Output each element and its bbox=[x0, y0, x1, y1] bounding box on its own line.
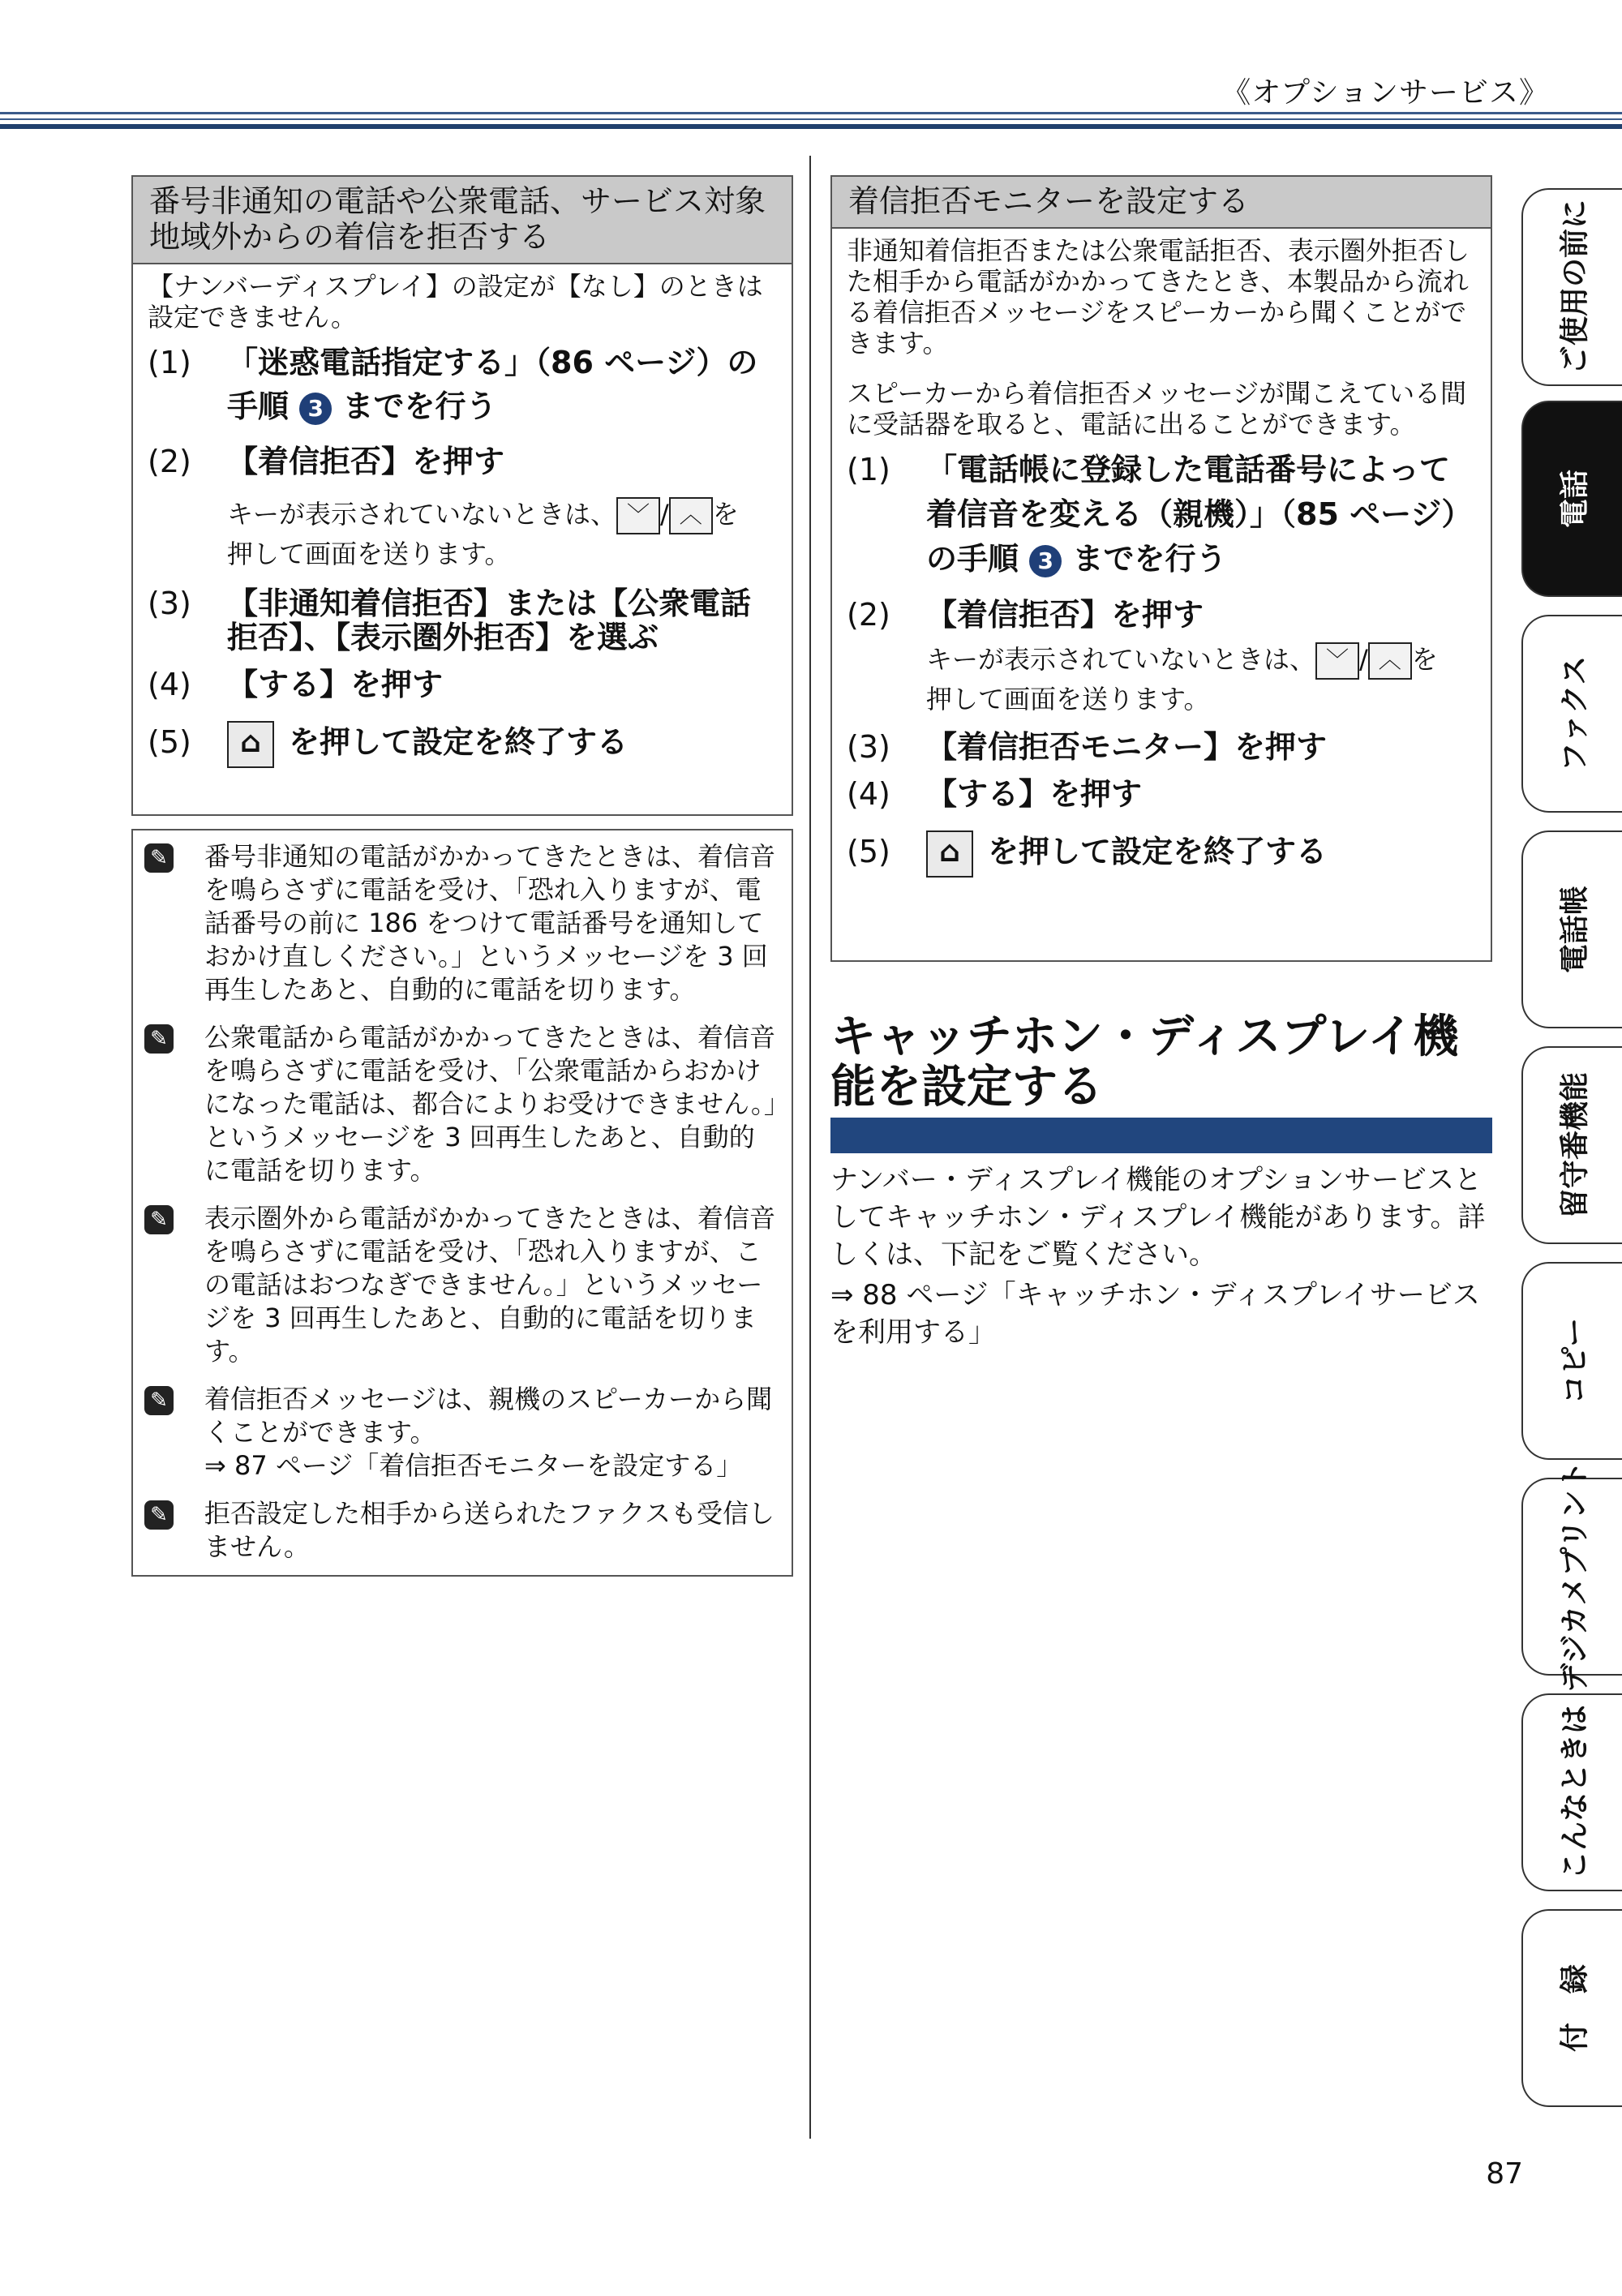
step-number: (1) bbox=[847, 452, 890, 487]
step-5 bbox=[847, 827, 1476, 878]
tab-phone[interactable] bbox=[1521, 401, 1622, 597]
step-text: 【する】を押す bbox=[227, 667, 444, 702]
tab-label: 電話 bbox=[1558, 469, 1592, 529]
note-item bbox=[144, 1383, 777, 1483]
step-number: (5) bbox=[148, 724, 191, 760]
step-5 bbox=[148, 718, 777, 768]
step-4 bbox=[148, 663, 777, 706]
note-text: 拒否設定した相手から送られたファクスも受信しません。 bbox=[204, 1498, 775, 1562]
step-text: までを行う bbox=[342, 388, 497, 424]
pencil-note-icon: ✎ bbox=[144, 1386, 174, 1415]
step-text: 「電話帳に登録した電話番号によって bbox=[926, 452, 1451, 487]
header-rule bbox=[0, 124, 1622, 129]
note-text: 押して画面を送ります。 bbox=[926, 684, 1210, 715]
right-procedure-box bbox=[830, 175, 1492, 962]
note-text: 表示圏外から電話がかかってきたときは、着信音を鳴らさずに電話を受け、「恐れ入りますが、この電話はおつなぎできません。」というメッセージを 3 回再生したあと、自動的に電話を切ります。 bbox=[204, 1203, 776, 1367]
step-number: (4) bbox=[148, 667, 191, 702]
tab-label: ファクス bbox=[1558, 655, 1592, 772]
step-3 bbox=[847, 725, 1476, 769]
step-1 bbox=[148, 341, 777, 428]
step-text: 【する】を押す bbox=[926, 776, 1143, 812]
step-number: (4) bbox=[847, 776, 890, 812]
right-box-title: 着信拒否モニターを設定する bbox=[832, 177, 1491, 229]
pencil-note-icon: ✎ bbox=[144, 1500, 174, 1530]
page-number: 87 bbox=[1486, 2157, 1523, 2191]
tab-appendix[interactable] bbox=[1521, 1909, 1622, 2107]
step-text: を押して設定を終了する bbox=[289, 724, 629, 760]
note-text: 着信拒否メッセージは、親機のスピーカーから聞くことができます。 bbox=[204, 1384, 773, 1448]
step-text: 【非通知着信拒否】または【公衆電話拒否】、【表示圏外拒否】を選ぶ bbox=[227, 586, 752, 655]
step-2-note bbox=[847, 640, 1476, 719]
note-item bbox=[144, 1497, 777, 1564]
right-para-1: 非通知着信拒否または公衆電話拒否、表示圏外拒否した相手から電話がかかってきたとき、本製品から流れる着信拒否メッセージをスピーカーから聞くことができます。 bbox=[847, 235, 1470, 358]
step-text: 着信音を変える（親機）」（85 ページ） bbox=[926, 496, 1473, 532]
tab-label: コピー bbox=[1558, 1317, 1592, 1405]
down-arrow-key-icon: ﹀ bbox=[616, 497, 660, 534]
note-text: キーが表示されていないときは、 bbox=[227, 499, 617, 530]
tab-answering[interactable] bbox=[1521, 1046, 1622, 1244]
tab-label: 付 録 bbox=[1558, 1963, 1592, 2053]
step-text: 【着信拒否モニター】を押す bbox=[926, 729, 1328, 765]
circled-number-icon: 3 bbox=[1029, 545, 1062, 577]
step-text: 【着信拒否】を押す bbox=[926, 597, 1204, 633]
step-text: を押して設定を終了する bbox=[988, 834, 1328, 869]
note-item bbox=[144, 840, 777, 1006]
step-2 bbox=[847, 593, 1476, 637]
slash: / bbox=[1359, 644, 1368, 675]
step-text: 「迷惑電話指定する」（86 ページ）の bbox=[227, 345, 758, 380]
note-text: 公衆電話から電話がかかってきたときは、着信音を鳴らさずに電話を受け、「公衆電話からおかけになった電話は、都合によりお受けできません。」というメッセージを 3 回再生したあと、自動的に電話を切ります。 bbox=[204, 1022, 777, 1186]
tab-label: こんなときは bbox=[1558, 1704, 1592, 1881]
step-text: 手順 bbox=[227, 388, 290, 424]
column-divider bbox=[809, 156, 811, 2139]
tab-label: デジカメプリント bbox=[1558, 1461, 1592, 1693]
tab-phonebook[interactable] bbox=[1521, 830, 1622, 1028]
step-text: 【着信拒否】を押す bbox=[227, 444, 505, 479]
slash: / bbox=[660, 499, 669, 530]
tab-label: 留守番機能 bbox=[1558, 1071, 1592, 1219]
step-number: (5) bbox=[847, 834, 890, 869]
notes-box bbox=[131, 829, 793, 1577]
section-title-bar bbox=[830, 1118, 1492, 1153]
note-text: を bbox=[712, 499, 739, 530]
section-title: キャッチホン・ディスプレイ機能を設定する bbox=[830, 1011, 1459, 1114]
tab-photo-print[interactable] bbox=[1521, 1461, 1622, 1693]
pencil-note-icon: ✎ bbox=[144, 843, 174, 873]
step-number: (3) bbox=[847, 729, 890, 765]
pencil-note-icon: ✎ bbox=[144, 1205, 174, 1234]
up-arrow-key-icon: ︿ bbox=[1368, 642, 1412, 680]
section-link[interactable]: ⇒ 88 ページ「キャッチホン・ディスプレイサービスを利用する」 bbox=[830, 1279, 1480, 1349]
tab-troubleshooting[interactable] bbox=[1521, 1693, 1622, 1891]
header-section: 《オプションサービス》 bbox=[1221, 76, 1549, 109]
tab-label: ご使用の前に bbox=[1558, 199, 1592, 376]
note-text: を bbox=[1411, 644, 1438, 675]
note-text: キーが表示されていないときは、 bbox=[926, 644, 1316, 675]
circled-number-icon: 3 bbox=[299, 393, 332, 425]
left-intro: 【ナンバーディスプレイ】の設定が【なし】のときは設定できません。 bbox=[148, 271, 763, 333]
step-text: の手順 bbox=[926, 541, 1019, 577]
note-link[interactable]: ⇒ 87 ページ「着信拒否モニターを設定する」 bbox=[204, 1450, 743, 1481]
left-procedure-box bbox=[131, 175, 793, 816]
step-2 bbox=[148, 440, 777, 483]
tab-before-use[interactable] bbox=[1521, 188, 1622, 386]
left-box-title: 番号非通知の電話や公衆電話、サービス対象地域外からの着信を拒否する bbox=[133, 177, 792, 264]
step-number: (2) bbox=[148, 444, 191, 479]
header-rule bbox=[0, 112, 1622, 114]
note-text: 番号非通知の電話がかかってきたときは、着信音を鳴らさずに電話を受け、「恐れ入りますが、電話番号の前に 186 をつけて電話番号を通知しておかけ直しください。」というメッセージを 3 回再生したあと、自動的に電話を切ります。 bbox=[204, 841, 776, 1005]
right-para-2: スピーカーから着信拒否メッセージが聞こえている間に受話器を取ると、電話に出ることができます。 bbox=[847, 378, 1467, 440]
step-2-note bbox=[148, 495, 777, 573]
up-arrow-key-icon: ︿ bbox=[669, 497, 713, 534]
note-item bbox=[144, 1202, 777, 1368]
section-para: ナンバー・ディスプレイ機能のオプションサービスとしてキャッチホン・ディスプレイ機能があります。詳しくは、下記をご覧ください。 bbox=[830, 1164, 1486, 1271]
step-1 bbox=[847, 448, 1476, 582]
home-icon: ⌂ bbox=[227, 721, 274, 768]
note-text: 押して画面を送ります。 bbox=[227, 539, 511, 569]
step-text: までを行う bbox=[1072, 541, 1227, 577]
section-body bbox=[830, 1161, 1495, 1351]
step-number: (2) bbox=[847, 597, 890, 633]
step-3 bbox=[148, 586, 777, 654]
step-4 bbox=[847, 772, 1476, 816]
note-item bbox=[144, 1021, 777, 1187]
down-arrow-key-icon: ﹀ bbox=[1315, 642, 1359, 680]
step-number: (3) bbox=[148, 586, 191, 621]
step-number: (1) bbox=[148, 345, 191, 380]
header-rule bbox=[0, 118, 1622, 120]
tab-fax[interactable] bbox=[1521, 615, 1622, 813]
tab-copy[interactable] bbox=[1521, 1262, 1622, 1460]
home-icon: ⌂ bbox=[926, 830, 973, 878]
tab-label: 電話帳 bbox=[1558, 885, 1592, 974]
pencil-note-icon: ✎ bbox=[144, 1024, 174, 1054]
